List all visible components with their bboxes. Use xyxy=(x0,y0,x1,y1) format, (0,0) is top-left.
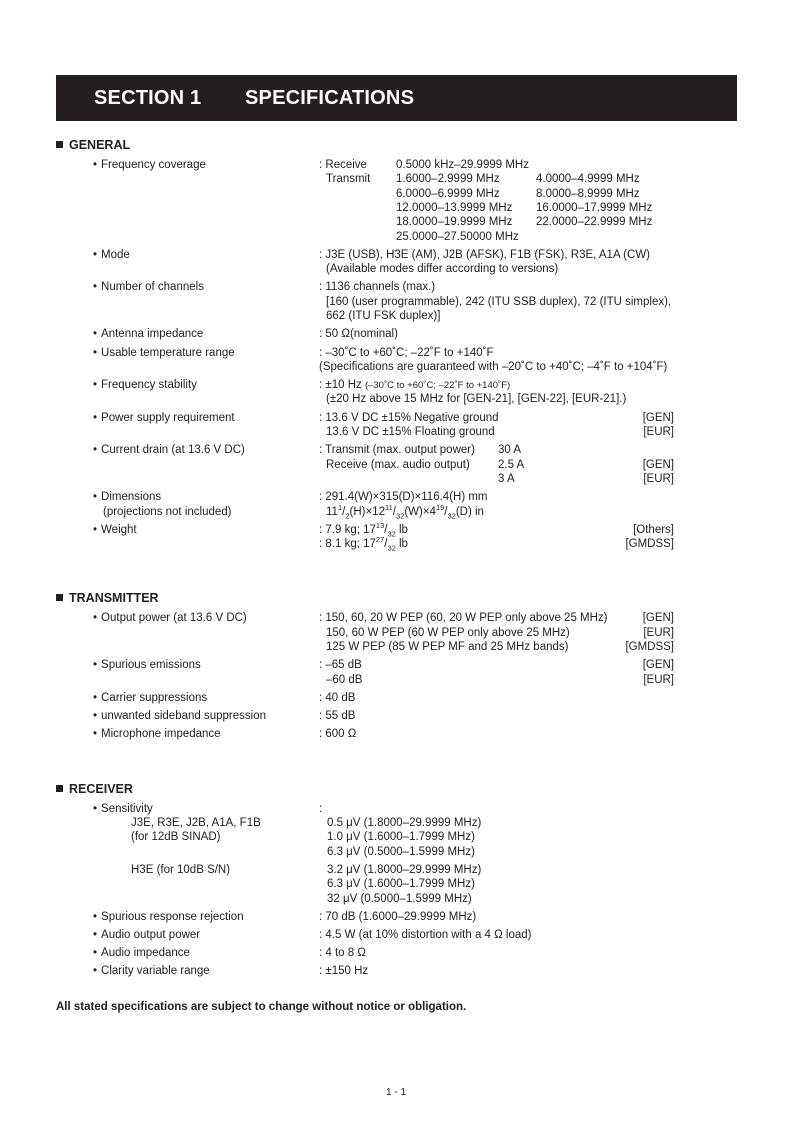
channels-line: : 1136 channels (max.) xyxy=(319,281,436,293)
version-tag: [GEN] xyxy=(642,412,674,424)
clarity-value: : ±150 Hz xyxy=(319,965,369,977)
version-tag: [EUR] xyxy=(643,426,674,438)
freq-label: • Frequency coverage xyxy=(93,158,206,173)
mode-label: • Mode xyxy=(93,248,130,263)
version-tag: [EUR] xyxy=(643,473,674,485)
version-tag: [GEN] xyxy=(642,459,674,471)
sens-value: 32 μV (0.5000–1.5999 MHz) xyxy=(327,893,472,905)
current-label: • Current drain (at 13.6 V DC) xyxy=(93,443,245,458)
sideband-value: : 55 dB xyxy=(319,710,356,722)
dim-mm: : 291.4(W)×315(D)×116.4(H) mm xyxy=(319,491,488,503)
temp-label: • Usable temperature range xyxy=(93,346,235,361)
version-tag: [GMDSS] xyxy=(625,538,674,550)
mic-label: • Microphone impedance xyxy=(93,727,221,742)
current-rx-value: 3 A xyxy=(498,473,515,485)
version-tag: [EUR] xyxy=(643,674,674,686)
audio-label: • Audio output power xyxy=(93,928,200,943)
spur-label: • Spurious response rejection xyxy=(93,910,244,925)
output-label: • Output power (at 13.6 V DC) xyxy=(93,611,247,626)
dim-label: • Dimensions xyxy=(93,490,161,505)
weight-label: • Weight xyxy=(93,523,137,538)
sens-value: 0.5 μV (1.8000–29.9999 MHz) xyxy=(327,817,482,829)
freq-tx-range: 16.0000–17.9999 MHz xyxy=(536,202,653,214)
section-title: SPECIFICATIONS xyxy=(245,87,415,109)
carrier-label: • Carrier suppressions xyxy=(93,691,207,706)
version-tag: [Others] xyxy=(633,524,674,536)
mode-line: (Available modes differ according to versions) xyxy=(326,263,559,275)
version-tag: [EUR] xyxy=(643,627,674,639)
current-tx-value: 30 A xyxy=(498,444,522,456)
receiver-heading: RECEIVER xyxy=(56,782,133,796)
sens-value: 3.2 μV (1.8000–29.9999 MHz) xyxy=(327,864,482,876)
sens-colon: : xyxy=(319,803,323,815)
freq-receive-label: : Receive xyxy=(319,159,367,171)
freq-receive-value: 0.5000 kHz–29.9999 MHz xyxy=(396,159,529,171)
current-rx-value: 2.5 A xyxy=(498,459,525,471)
spurious-line: –60 dB xyxy=(326,674,363,686)
audio-imp-label: • Audio impedance xyxy=(93,946,190,961)
freq-tx-range: 4.0000–4.9999 MHz xyxy=(536,173,640,185)
power-line: : 13.6 V DC ±15% Negative ground xyxy=(319,412,499,424)
version-tag: [GEN] xyxy=(642,659,674,671)
mode-line: : J3E (USB), H3E (AM), J2B (AFSK), F1B (FSK), R3E, A1A (CW) xyxy=(319,249,651,261)
antenna-value: : 50 Ω(nominal) xyxy=(319,328,398,340)
freq-tx-range: 25.0000–27.50000 MHz xyxy=(396,231,519,243)
freq-transmit-label: Transmit xyxy=(326,173,371,185)
spurious-label: • Spurious emissions xyxy=(93,658,201,673)
channels-label: • Number of channels xyxy=(93,280,204,295)
spurious-line: : –65 dB xyxy=(319,659,362,671)
sens-value: 1.0 μV (1.6000–1.7999 MHz) xyxy=(327,831,475,843)
freq-tx-range: 6.0000–6.9999 MHz xyxy=(396,188,500,200)
antenna-label: • Antenna impedance xyxy=(93,327,203,342)
section-number: SECTION 1 xyxy=(94,87,202,109)
sens-value: 6.3 μV (0.5000–1.5999 MHz) xyxy=(327,846,475,858)
square-bullet-icon xyxy=(56,594,63,601)
clarity-label: • Clarity variable range xyxy=(93,964,210,979)
disclaimer-note: All stated specifications are subject to change without notice or obligation. xyxy=(56,1001,467,1013)
sideband-label: • unwanted sideband suppression xyxy=(93,709,266,724)
mic-value: : 600 Ω xyxy=(319,728,357,740)
dim-label-note: (projections not included) xyxy=(103,506,232,518)
power-line: 13.6 V DC ±15% Floating ground xyxy=(326,426,495,438)
version-tag: [GMDSS] xyxy=(625,641,674,653)
version-tag: [GEN] xyxy=(642,612,674,624)
freq-tx-range: 22.0000–22.9999 MHz xyxy=(536,216,653,228)
stability-line: : ±10 Hz (–30˚C to +60˚C; –22˚F to +140˚F) xyxy=(319,379,511,391)
freq-tx-range: 18.0000–19.9999 MHz xyxy=(396,216,513,228)
sens-value: 6.3 μV (1.6000–1.7999 MHz) xyxy=(327,878,475,890)
section-header xyxy=(56,75,737,121)
freq-tx-range: 12.0000–13.9999 MHz xyxy=(396,202,513,214)
audio-value: : 4.5 W (at 10% distortion with a 4 Ω load) xyxy=(319,929,532,941)
sens-modes: J3E, R3E, J2B, A1A, F1B xyxy=(131,817,261,829)
square-bullet-icon xyxy=(56,141,63,148)
dim-inches: $11^1/_2(H)\times 12^{11}/_{32}(W)\times 4^{19}/_{32}(D)$ in xyxy=(326,503,484,521)
general-heading: GENERAL xyxy=(56,138,130,152)
freq-tx-range: 1.6000–2.9999 MHz xyxy=(396,173,500,185)
channels-line: 662 (ITU FSK duplex)] xyxy=(326,310,441,322)
carrier-value: : 40 dB xyxy=(319,692,356,704)
spur-value: : 70 dB (1.6000–29.9999 MHz) xyxy=(319,911,477,923)
power-label: • Power supply requirement xyxy=(93,411,235,426)
transmitter-heading: TRANSMITTER xyxy=(56,591,159,605)
sens-label: • Sensitivity xyxy=(93,802,153,817)
sens-h3e: H3E (for 10dB S/N) xyxy=(131,864,231,876)
current-rx-label: Receive (max. audio output) xyxy=(326,459,470,471)
channels-line: [160 (user programmable), 242 (ITU SSB duplex), 72 (ITU simplex), xyxy=(326,296,672,308)
weight-line: : 7.9 kg; $17^{13}/_{32}$ lb xyxy=(319,521,408,539)
weight-line: : 8.1 kg; $17^{27}/_{32}$ lb xyxy=(319,535,408,553)
stability-label: • Frequency stability xyxy=(93,378,197,393)
page-number: 1 - 1 xyxy=(386,1087,407,1098)
output-line: 150, 60 W PEP (60 W PEP only above 25 MHz) xyxy=(326,627,570,639)
temp-line: (Specifications are guaranteed with –20˚C to +40˚C; –4˚F to +104˚F) xyxy=(319,361,668,373)
output-line: : 150, 60, 20 W PEP (60, 20 W PEP only above 25 MHz) xyxy=(319,612,608,624)
output-line: 125 W PEP (85 W PEP MF and 25 MHz bands) xyxy=(326,641,569,653)
stability-line: (±20 Hz above 15 MHz for [GEN-21], [GEN-22], [EUR-21].) xyxy=(326,393,627,405)
current-tx-label: : Transmit (max. output power) xyxy=(319,444,475,456)
audio-imp-value: : 4 to 8 Ω xyxy=(319,947,366,959)
temp-line: : –30˚C to +60˚C; –22˚F to +140˚F xyxy=(319,347,494,359)
sens-modes-cond: (for 12dB SINAD) xyxy=(131,831,221,843)
freq-tx-range: 8.0000–8.9999 MHz xyxy=(536,188,640,200)
square-bullet-icon xyxy=(56,785,63,792)
